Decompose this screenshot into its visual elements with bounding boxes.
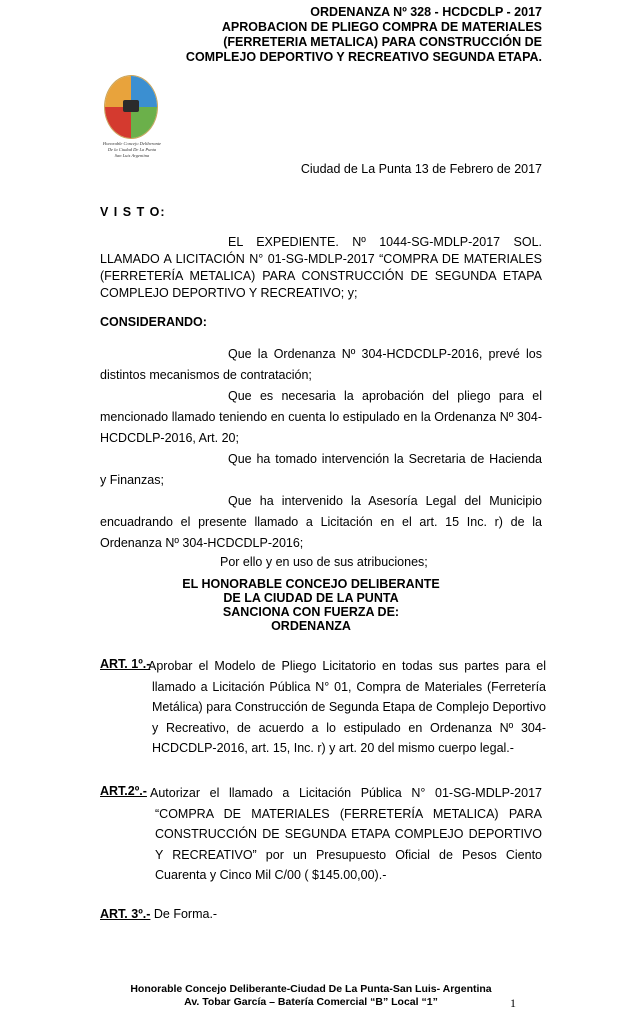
sanction-line: EL HONORABLE CONCEJO DELIBERANTE bbox=[182, 577, 440, 591]
footer-line: Honorable Concejo Deliberante-Ciudad De La Punta-San Luis- Argentina bbox=[130, 983, 492, 995]
article-3-text: De Forma.- bbox=[153, 907, 218, 921]
visto-heading: V I S T O: bbox=[100, 205, 166, 219]
considerando-heading: CONSIDERANDO: bbox=[100, 315, 207, 329]
council-emblem-icon bbox=[104, 75, 158, 139]
considerando-paragraph: Que es necesaria la aprobación del pliego para el mencionado llamado teniendo en cuenta lo estipulado en la Ordenanza Nº 304-HCDCDLP-2016, Art. 20; bbox=[100, 389, 542, 445]
council-logo bbox=[100, 75, 164, 159]
visto-text: EL EXPEDIENTE. Nº 1044-SG-MDLP-2017 SOL. LLAMADO A LICITACIÓN N° 01-SG-MDLP-2017 “COMPRA DE MATERIALES (FERRETERÍA METALICA) PARA CONSTRUCCIÓN DE SEGUNDA ETAPA COMPLEJO DEPORTIVO Y RECREATIVO; y; bbox=[100, 235, 542, 300]
considerando-closing: Por ello y en uso de sus atribuciones; bbox=[220, 555, 428, 569]
logo-caption: Honorable Concejo Deliberante bbox=[102, 141, 162, 146]
considerando-paragraph: Que ha tomado intervención la Secretaria de Hacienda y Finanzas; bbox=[100, 452, 542, 487]
article-3-label: ART. 3º.- bbox=[100, 907, 151, 921]
ordinance-heading: ORDENANZA bbox=[271, 619, 351, 633]
article-1-text: Aprobar el Modelo de Pliego Licitatorio en todas sus partes para el llamado a Licitación Pública N° 01, Compra de Materiales (Ferretería Metálica) para Construcción de Segunda Etapa de Complejo Deportivo y Recreativo, de acuerdo a lo estipulado en Ordenanza Nº 304-HCDCDLP-2016, art. 15, Inc. r) y art. 20 del mismo cuerpo legal.- bbox=[148, 659, 546, 755]
document-footer bbox=[0, 983, 622, 1009]
page-number: 1 bbox=[510, 996, 516, 1010]
document-header bbox=[186, 5, 542, 65]
logo-caption: San Luis Argentina bbox=[114, 153, 150, 158]
date-line: Ciudad de La Punta 13 de Febrero de 2017 bbox=[300, 162, 542, 176]
ordinance-title-line: APROBACION DE PLIEGO COMPRA DE MATERIALES bbox=[221, 20, 542, 34]
ordinance-title-line: COMPLEJO DEPORTIVO Y RECREATIVO SEGUNDA ETAPA. bbox=[185, 50, 542, 64]
footer-address: Av. Tobar García – Batería Comercial “B” Local “1” bbox=[184, 996, 438, 1008]
article-3 bbox=[100, 907, 217, 921]
article-1-label: ART. 1º.- bbox=[100, 657, 151, 671]
sanction-line: SANCIONA CON FUERZA DE: bbox=[222, 605, 400, 619]
logo-caption: De la Ciudad De La Punta bbox=[107, 147, 157, 152]
council-sanction-block bbox=[0, 577, 622, 633]
article-2-text: Autorizar el llamado a Licitación Pública N° 01-SG-MDLP-2017 “COMPRA DE MATERIALES (FERRETERÍA METALICA) PARA CONSTRUCCIÓN DE SEGUNDA ETAPA COMPLEJO DEPORTIVO Y RECREATIVO” por un Presupuesto Oficial de Pesos Ciento Cuarenta y Cinco Mil C/00 ( $145.00,00).- bbox=[150, 786, 542, 882]
sanction-line: DE LA CIUDAD DE LA PUNTA bbox=[223, 591, 399, 605]
ordinance-number: ORDENANZA Nº 328 - HCDCDLP - 2017 bbox=[310, 5, 542, 19]
article-2-label: ART.2º.- bbox=[100, 784, 147, 798]
ordinance-title-line: (FERRETERIA METALICA) PARA CONSTRUCCIÓN DE bbox=[223, 35, 542, 49]
considerando-paragraph: Que ha intervenido la Asesoría Legal del Municipio encuadrando el presente llamado a Licitación en el art. 15 Inc. r) de la Ordenanza Nº 304-HCDCDLP-2016; bbox=[100, 494, 542, 550]
considerando-paragraph: Que la Ordenanza Nº 304-HCDCDLP-2016, prevé los distintos mecanismos de contratación; bbox=[100, 347, 542, 382]
